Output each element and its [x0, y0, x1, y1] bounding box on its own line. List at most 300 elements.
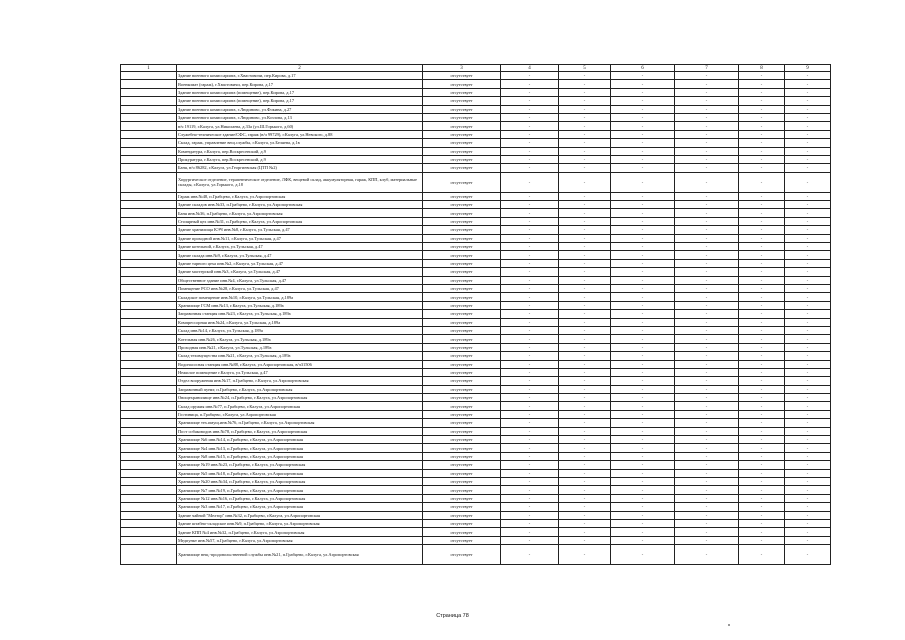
object-name-cell: Здание чайной "Мелтор" инв.№32, п.Грабцево, г.Калуга, ул.Аэропортовская: [177, 511, 423, 519]
dash-cell-col-9: -: [785, 486, 831, 494]
dash-cell-col-4: -: [501, 536, 559, 544]
dash-cell-col-9: -: [785, 139, 831, 147]
dash-cell-col-9: -: [785, 394, 831, 402]
dash-cell-col-8: -: [739, 155, 785, 163]
dash-cell-col-8: -: [739, 410, 785, 418]
dash-cell-col-6: -: [611, 276, 675, 284]
dash-cell-col-5: -: [559, 251, 611, 259]
col-header-8: 8: [739, 65, 785, 72]
dash-cell-col-5: -: [559, 545, 611, 565]
cell-col-1: [121, 209, 177, 217]
table-row: [121, 486, 831, 494]
status-cell: отсутствует: [423, 164, 501, 172]
status-cell: отсутствует: [423, 394, 501, 402]
dash-cell-col-4: -: [501, 113, 559, 121]
object-name-cell: Хранилище №3 инв.№17, п.Грабцево, г.Калуга, ул.Аэропортовская: [177, 503, 423, 511]
dash-cell-col-8: -: [739, 310, 785, 318]
dash-cell-col-6: -: [611, 461, 675, 469]
object-name-cell: Комендатура, г.Калуга, пер.Воскресенский, д.9: [177, 147, 423, 155]
status-cell: отсутствует: [423, 385, 501, 393]
dash-cell-col-5: -: [559, 402, 611, 410]
dash-cell-col-8: -: [739, 461, 785, 469]
status-cell: отсутствует: [423, 461, 501, 469]
dash-cell-col-5: -: [559, 217, 611, 225]
dash-cell-col-9: -: [785, 368, 831, 376]
dash-cell-col-5: -: [559, 394, 611, 402]
dash-cell-col-5: -: [559, 503, 611, 511]
status-cell: отсутствует: [423, 155, 501, 163]
object-name-cell: Здание тарного цеха инв.№2, г.Калуга, ул.Тульская, д.47: [177, 259, 423, 267]
dash-cell-col-9: -: [785, 259, 831, 267]
table-row: [121, 243, 831, 251]
dash-cell-col-4: -: [501, 105, 559, 113]
dash-cell-col-6: -: [611, 293, 675, 301]
table-row: [121, 172, 831, 192]
table-row: [121, 385, 831, 393]
table-row: [121, 251, 831, 259]
cell-col-1: [121, 385, 177, 393]
dash-cell-col-8: -: [739, 268, 785, 276]
dash-cell-col-8: -: [739, 105, 785, 113]
object-name-cell: Помещение РСО инв.№28, г.Калуга, ул.Тульская, д.47: [177, 284, 423, 292]
cell-col-1: [121, 113, 177, 121]
status-cell: отсутствует: [423, 209, 501, 217]
object-name-cell: Гостиница, п.Грабцево, г.Калуга, ул.Аэропортовская: [177, 410, 423, 418]
table-row: [121, 113, 831, 121]
dash-cell-col-6: -: [611, 72, 675, 80]
table-body: [121, 72, 831, 565]
dash-cell-col-8: -: [739, 511, 785, 519]
object-name-cell: Здание военного комиссариата (помещение), пер.Кирова, д.17: [177, 97, 423, 105]
dash-cell-col-8: -: [739, 284, 785, 292]
cell-col-1: [121, 201, 177, 209]
dash-cell-col-7: -: [675, 528, 739, 536]
cell-col-1: [121, 419, 177, 427]
object-name-cell: Здание складов инв.№33, п.Грабцево, г.Калуга, ул.Аэропортовская: [177, 201, 423, 209]
dash-cell-col-4: -: [501, 402, 559, 410]
dash-cell-col-5: -: [559, 164, 611, 172]
status-cell: отсутствует: [423, 436, 501, 444]
object-name-cell: Проходная инв.№21, г.Калуга, ул.Тульская, д.189а: [177, 343, 423, 351]
dash-cell-col-9: -: [785, 97, 831, 105]
table-row: [121, 139, 831, 147]
dash-cell-col-8: -: [739, 97, 785, 105]
dash-cell-col-4: -: [501, 155, 559, 163]
table-row: [121, 511, 831, 519]
object-name-cell: Склад оружия инв.№77, п.Грабцево, г.Калуга, ул.Аэропортовская: [177, 402, 423, 410]
object-name-cell: Баня, в/ч 86282, г.Калуга, ул.Георгиевская (ЦТП №2): [177, 164, 423, 172]
object-name-cell: Здание котельной, г.Калуга, ул.Тульская, д.47: [177, 243, 423, 251]
table-row: [121, 301, 831, 309]
dash-cell-col-4: -: [501, 377, 559, 385]
dash-cell-col-5: -: [559, 172, 611, 192]
dash-cell-col-9: -: [785, 310, 831, 318]
status-cell: отсутствует: [423, 486, 501, 494]
status-cell: отсутствует: [423, 452, 501, 460]
dash-cell-col-8: -: [739, 444, 785, 452]
dash-cell-col-4: -: [501, 234, 559, 242]
dash-cell-col-7: -: [675, 545, 739, 565]
dash-cell-col-6: -: [611, 477, 675, 485]
cell-col-1: [121, 259, 177, 267]
status-cell: отсутствует: [423, 360, 501, 368]
dash-cell-col-9: -: [785, 545, 831, 565]
object-name-cell: Хранилище №20 инв.№34, п.Грабцево, г.Калуга, ул.Аэропортовская: [177, 477, 423, 485]
object-name-cell: Здание проходной инв.№11, г.Калуга, ул.Тульская, д.47: [177, 234, 423, 242]
dash-cell-col-5: -: [559, 326, 611, 334]
dash-cell-col-9: -: [785, 326, 831, 334]
dash-cell-col-4: -: [501, 511, 559, 519]
dash-cell-col-9: -: [785, 243, 831, 251]
dash-cell-col-7: -: [675, 259, 739, 267]
dash-cell-col-8: -: [739, 276, 785, 284]
dash-cell-col-7: -: [675, 377, 739, 385]
dash-cell-col-9: -: [785, 352, 831, 360]
cell-col-1: [121, 486, 177, 494]
dash-cell-col-6: -: [611, 251, 675, 259]
dash-cell-col-4: -: [501, 268, 559, 276]
status-cell: отсутствует: [423, 419, 501, 427]
dash-cell-col-5: -: [559, 226, 611, 234]
status-cell: отсутствует: [423, 243, 501, 251]
dash-cell-col-7: -: [675, 268, 739, 276]
dash-cell-col-4: -: [501, 360, 559, 368]
dash-cell-col-6: -: [611, 494, 675, 502]
table-row: [121, 234, 831, 242]
object-name-cell: Хирургическое отделение, терапевтическое отделение, ЛФК, вещевой склад, аккумуляторная, гараж, КПП, клуб, материальные склады, г.Калуга, ул.Горького, д.18: [177, 172, 423, 192]
dash-cell-col-5: -: [559, 385, 611, 393]
dash-cell-col-7: -: [675, 113, 739, 121]
cell-col-1: [121, 477, 177, 485]
dash-cell-col-6: -: [611, 469, 675, 477]
dash-cell-col-4: -: [501, 97, 559, 105]
dash-cell-col-5: -: [559, 192, 611, 200]
dash-cell-col-7: -: [675, 503, 739, 511]
cell-col-1: [121, 284, 177, 292]
scan-mark: [728, 624, 730, 626]
dash-cell-col-7: -: [675, 444, 739, 452]
dash-cell-col-9: -: [785, 164, 831, 172]
dash-cell-col-5: -: [559, 477, 611, 485]
object-name-cell: Хранилище №4 инв.№13, п.Грабцево, г.Калуга, ул.Аэропортовская: [177, 444, 423, 452]
dash-cell-col-7: -: [675, 385, 739, 393]
dash-cell-col-9: -: [785, 469, 831, 477]
status-cell: отсутствует: [423, 139, 501, 147]
status-cell: отсутствует: [423, 511, 501, 519]
dash-cell-col-8: -: [739, 301, 785, 309]
dash-cell-col-9: -: [785, 536, 831, 544]
cell-col-1: [121, 494, 177, 502]
object-name-cell: Хранилище №12 инв.№16, п.Грабцево, г.Калуга, ул.Аэропортовская: [177, 494, 423, 502]
cell-col-1: [121, 444, 177, 452]
dash-cell-col-4: -: [501, 528, 559, 536]
object-name-cell: Хранилище тех.имущ.инв.№76, п.Грабцево, г.Калуга, ул.Аэропортовская: [177, 419, 423, 427]
status-cell: отсутствует: [423, 444, 501, 452]
dash-cell-col-5: -: [559, 486, 611, 494]
dash-cell-col-5: -: [559, 318, 611, 326]
cell-col-1: [121, 519, 177, 527]
dash-cell-col-9: -: [785, 251, 831, 259]
object-name-cell: Пост собаководов инв.№78, п.Грабцево, г.Калуга, ул.Аэропортовская: [177, 427, 423, 435]
col-header-4: 4: [501, 65, 559, 72]
table-row: [121, 352, 831, 360]
dash-cell-col-7: -: [675, 536, 739, 544]
dash-cell-col-9: -: [785, 318, 831, 326]
dash-cell-col-8: -: [739, 419, 785, 427]
cell-col-1: [121, 394, 177, 402]
dash-cell-col-7: -: [675, 155, 739, 163]
dash-cell-col-7: -: [675, 301, 739, 309]
table-row: [121, 192, 831, 200]
dash-cell-col-6: -: [611, 335, 675, 343]
dash-cell-col-4: -: [501, 494, 559, 502]
status-cell: отсутствует: [423, 343, 501, 351]
dash-cell-col-4: -: [501, 503, 559, 511]
status-cell: отсутствует: [423, 88, 501, 96]
cell-col-1: [121, 217, 177, 225]
dash-cell-col-5: -: [559, 276, 611, 284]
dash-cell-col-7: -: [675, 293, 739, 301]
table-row: [121, 147, 831, 155]
dash-cell-col-5: -: [559, 494, 611, 502]
dash-cell-col-6: -: [611, 201, 675, 209]
dash-cell-col-8: -: [739, 217, 785, 225]
dash-cell-col-8: -: [739, 172, 785, 192]
dash-cell-col-4: -: [501, 394, 559, 402]
dash-cell-col-6: -: [611, 427, 675, 435]
dash-cell-col-7: -: [675, 139, 739, 147]
col-header-5: 5: [559, 65, 611, 72]
dash-cell-col-5: -: [559, 72, 611, 80]
dash-cell-col-8: -: [739, 436, 785, 444]
dash-cell-col-7: -: [675, 461, 739, 469]
status-cell: отсутствует: [423, 377, 501, 385]
dash-cell-col-4: -: [501, 172, 559, 192]
dash-cell-col-4: -: [501, 310, 559, 318]
table-row: [121, 105, 831, 113]
dash-cell-col-9: -: [785, 503, 831, 511]
dash-cell-col-5: -: [559, 122, 611, 130]
dash-cell-col-6: -: [611, 226, 675, 234]
dash-cell-col-4: -: [501, 352, 559, 360]
status-cell: отсутствует: [423, 201, 501, 209]
cell-col-1: [121, 427, 177, 435]
dash-cell-col-4: -: [501, 243, 559, 251]
object-name-cell: Здание штабно-складское инв.№9, п.Грабцево, г.Калуга, ул.Аэропортовская: [177, 519, 423, 527]
dash-cell-col-6: -: [611, 172, 675, 192]
dash-cell-col-6: -: [611, 519, 675, 527]
cell-col-1: [121, 436, 177, 444]
dash-cell-col-6: -: [611, 368, 675, 376]
status-cell: отсутствует: [423, 469, 501, 477]
dash-cell-col-6: -: [611, 301, 675, 309]
table-row: [121, 226, 831, 234]
table-row: [121, 130, 831, 138]
status-cell: отсутствует: [423, 519, 501, 527]
dash-cell-col-7: -: [675, 477, 739, 485]
dash-cell-col-4: -: [501, 519, 559, 527]
dash-cell-col-7: -: [675, 209, 739, 217]
dash-cell-col-6: -: [611, 377, 675, 385]
dash-cell-col-8: -: [739, 139, 785, 147]
dash-cell-col-8: -: [739, 368, 785, 376]
cell-col-1: [121, 326, 177, 334]
dash-cell-col-5: -: [559, 444, 611, 452]
table-row: [121, 427, 831, 435]
table-row: [121, 477, 831, 485]
dash-cell-col-8: -: [739, 469, 785, 477]
col-header-9: 9: [785, 65, 831, 72]
dash-cell-col-9: -: [785, 226, 831, 234]
dash-cell-col-6: -: [611, 394, 675, 402]
table-row: [121, 436, 831, 444]
status-cell: отсутствует: [423, 318, 501, 326]
dash-cell-col-8: -: [739, 243, 785, 251]
dash-cell-col-7: -: [675, 130, 739, 138]
dash-cell-col-8: -: [739, 536, 785, 544]
dash-cell-col-5: -: [559, 377, 611, 385]
status-cell: отсутствует: [423, 192, 501, 200]
dash-cell-col-9: -: [785, 410, 831, 418]
dash-cell-col-4: -: [501, 192, 559, 200]
dash-cell-col-9: -: [785, 147, 831, 155]
object-name-cell: Хранилище ГСМ инв.№13, г.Калуга, ул.Тульская, д.189а: [177, 301, 423, 309]
cell-col-1: [121, 503, 177, 511]
dash-cell-col-5: -: [559, 519, 611, 527]
object-name-cell: Компрессорная инв.№24, г.Калуга, ул.Тульская, д.189а: [177, 318, 423, 326]
table-row: [121, 88, 831, 96]
cell-col-1: [121, 402, 177, 410]
status-cell: отсутствует: [423, 410, 501, 418]
dash-cell-col-5: -: [559, 201, 611, 209]
dash-cell-col-7: -: [675, 276, 739, 284]
dash-cell-col-6: -: [611, 410, 675, 418]
dash-cell-col-7: -: [675, 360, 739, 368]
dash-cell-col-8: -: [739, 293, 785, 301]
status-cell: отсутствует: [423, 402, 501, 410]
status-cell: отсутствует: [423, 477, 501, 485]
dash-cell-col-9: -: [785, 452, 831, 460]
col-header-6: 6: [611, 65, 675, 72]
dash-cell-col-7: -: [675, 201, 739, 209]
dash-cell-col-7: -: [675, 284, 739, 292]
dash-cell-col-7: -: [675, 352, 739, 360]
dash-cell-col-6: -: [611, 113, 675, 121]
dash-cell-col-9: -: [785, 268, 831, 276]
object-name-cell: Хранилище №7 инв.№19, п.Грабцево, г.Калуга, ул.Аэропортовская: [177, 486, 423, 494]
dash-cell-col-5: -: [559, 113, 611, 121]
dash-cell-col-7: -: [675, 410, 739, 418]
dash-cell-col-8: -: [739, 452, 785, 460]
col-header-3: 3: [423, 65, 501, 72]
status-cell: отсутствует: [423, 494, 501, 502]
status-cell: отсутствует: [423, 301, 501, 309]
object-name-cell: Медпункт инв.№57, п.Грабцево, г.Калуга, ул.Аэропортовская: [177, 536, 423, 544]
dash-cell-col-6: -: [611, 503, 675, 511]
dash-cell-col-5: -: [559, 139, 611, 147]
table-row: [121, 318, 831, 326]
dash-cell-col-9: -: [785, 360, 831, 368]
object-name-cell: Здание военного комиссариата, г.Людиново, ул.Фокина, д.27: [177, 105, 423, 113]
cell-col-1: [121, 293, 177, 301]
cell-col-1: [121, 72, 177, 80]
cell-col-1: [121, 452, 177, 460]
dash-cell-col-4: -: [501, 477, 559, 485]
dash-cell-col-5: -: [559, 427, 611, 435]
dash-cell-col-5: -: [559, 310, 611, 318]
status-cell: отсутствует: [423, 528, 501, 536]
object-name-cell: Здание военного комиссариата, г.Хвастовичи, пер.Кирова, д.17: [177, 72, 423, 80]
dash-cell-col-8: -: [739, 130, 785, 138]
dash-cell-col-8: -: [739, 113, 785, 121]
dash-cell-col-8: -: [739, 343, 785, 351]
dash-cell-col-9: -: [785, 343, 831, 351]
dash-cell-col-6: -: [611, 436, 675, 444]
dash-cell-col-8: -: [739, 72, 785, 80]
table-row: [121, 201, 831, 209]
dash-cell-col-4: -: [501, 130, 559, 138]
table-row: [121, 122, 831, 130]
dash-cell-col-7: -: [675, 192, 739, 200]
dash-cell-col-9: -: [785, 419, 831, 427]
dash-cell-col-9: -: [785, 494, 831, 502]
dash-cell-col-5: -: [559, 209, 611, 217]
object-name-cell: Водонасосная станция инв.№88, г.Калуга, ул.Аэропортовская, в/ч31506: [177, 360, 423, 368]
dash-cell-col-6: -: [611, 486, 675, 494]
table-row: [121, 155, 831, 163]
status-cell: отсутствует: [423, 284, 501, 292]
dash-cell-col-4: -: [501, 217, 559, 225]
dash-cell-col-7: -: [675, 147, 739, 155]
status-cell: отсутствует: [423, 147, 501, 155]
dash-cell-col-5: -: [559, 536, 611, 544]
table-row: [121, 394, 831, 402]
status-cell: отсутствует: [423, 293, 501, 301]
table-row: [121, 377, 831, 385]
cell-col-1: [121, 310, 177, 318]
dash-cell-col-5: -: [559, 360, 611, 368]
cell-col-1: [121, 139, 177, 147]
status-cell: отсутствует: [423, 251, 501, 259]
cell-col-1: [121, 335, 177, 343]
dash-cell-col-9: -: [785, 217, 831, 225]
dash-cell-col-5: -: [559, 234, 611, 242]
cell-col-1: [121, 192, 177, 200]
dash-cell-col-4: -: [501, 385, 559, 393]
object-name-cell: Столярный цех инв.№31, п.Грабцево, г.Калуга, ул.Аэропортовская: [177, 217, 423, 225]
dash-cell-col-8: -: [739, 486, 785, 494]
dash-cell-col-6: -: [611, 352, 675, 360]
dash-cell-col-8: -: [739, 164, 785, 172]
table-row: [121, 419, 831, 427]
dash-cell-col-5: -: [559, 301, 611, 309]
status-cell: отсутствует: [423, 259, 501, 267]
table-row: [121, 368, 831, 376]
cell-col-1: [121, 318, 177, 326]
object-name-cell: Складское помещение инв.№10, г.Калуга, ул.Тульская, д.189а: [177, 293, 423, 301]
status-cell: отсутствует: [423, 352, 501, 360]
table-row: [121, 259, 831, 267]
cell-col-1: [121, 360, 177, 368]
dash-cell-col-4: -: [501, 201, 559, 209]
header-row: [121, 65, 831, 72]
dash-cell-col-7: -: [675, 80, 739, 88]
col-header-2: 2: [177, 65, 423, 72]
dash-cell-col-7: -: [675, 368, 739, 376]
dash-cell-col-5: -: [559, 105, 611, 113]
object-name-cell: Хранилище №6 инв.№14, п.Грабцево, г.Калуга, ул.Аэропортовская: [177, 436, 423, 444]
status-cell: отсутствует: [423, 72, 501, 80]
